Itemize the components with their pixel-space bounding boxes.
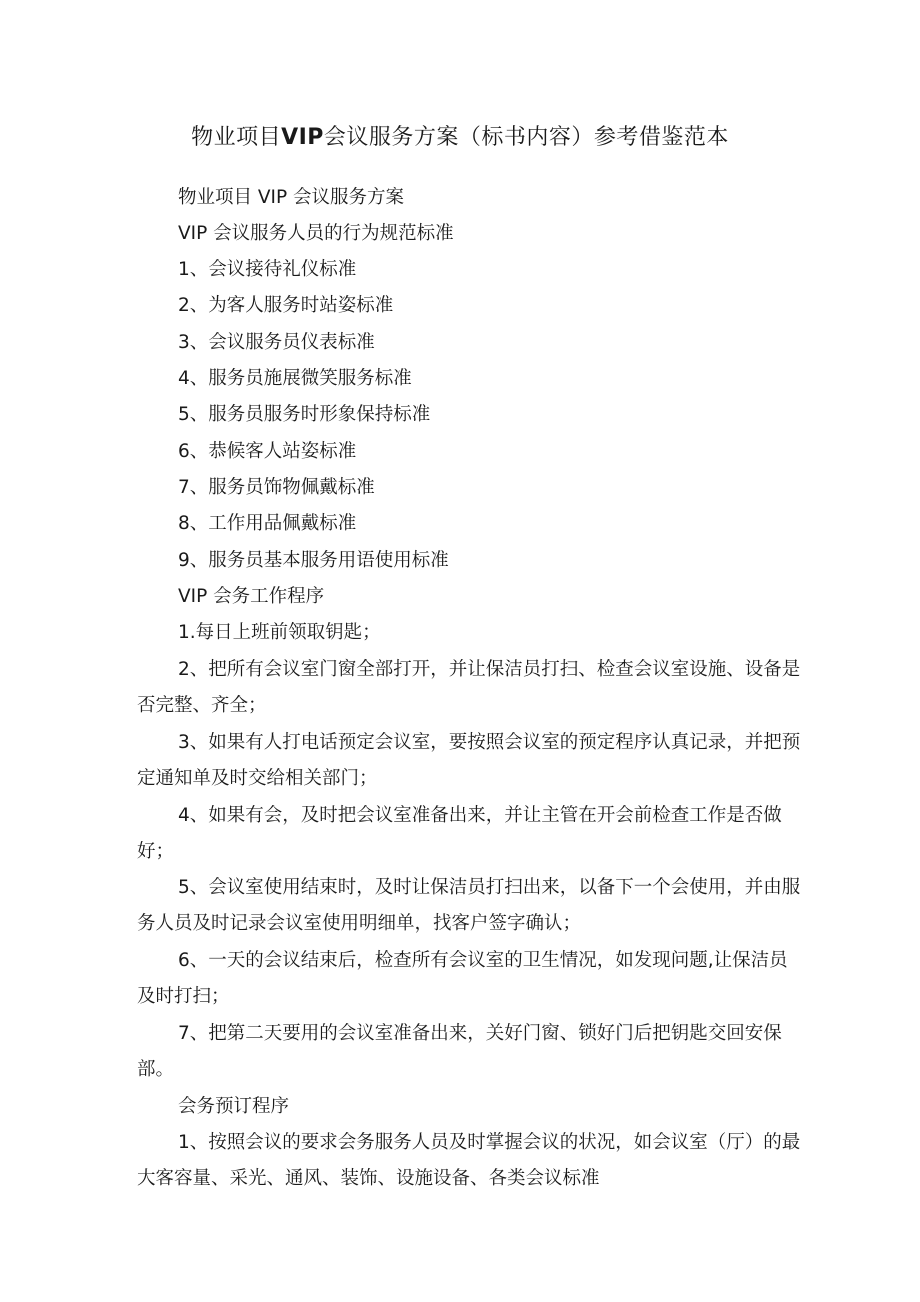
list-item: 5、服务员服务时形象保持标准 xyxy=(178,404,431,425)
procedure-step: 1.每日上班前领取钥匙； xyxy=(178,622,381,643)
title-bold: VIP xyxy=(281,125,324,150)
procedure-step: 3、如果有人打电话预定会议室，要按照会议室的预定程序认真记录，并把预定通知单及时交给相关部门； xyxy=(137,732,801,789)
section-heading-plan: 物业项目 VIP 会议服务方案 xyxy=(178,187,405,208)
list-item: 8、工作用品佩戴标准 xyxy=(178,513,357,534)
list-item: 9、服务员基本服务用语使用标准 xyxy=(178,550,449,571)
procedure-step: 6、一天的会议结束后，检查所有会议室的卫生情况，如发现问题,让保洁员及时打扫； xyxy=(137,950,788,1007)
procedure-step: 7、把第二天要用的会议室准备出来，关好门窗、锁好门后把钥匙交回安保部。 xyxy=(137,1023,782,1080)
title-suffix: 会议服务方案（标书内容）参考借鉴范本 xyxy=(323,125,729,150)
procedure-step: 4、如果有会，及时把会议室准备出来，并让主管在开会前检查工作是否做好； xyxy=(137,805,782,862)
section-heading-booking: 会务预订程序 xyxy=(178,1096,290,1117)
list-item: 7、服务员饰物佩戴标准 xyxy=(178,477,375,498)
list-item: 4、服务员施展微笑服务标准 xyxy=(178,368,412,389)
procedure-step: 2、把所有会议室门窗全部打开，并让保洁员打扫、检查会议室设施、设备是否完整、齐全； xyxy=(137,659,801,716)
section-heading-procedure: VIP 会务工作程序 xyxy=(178,586,325,607)
title-prefix: 物业项目 xyxy=(191,125,282,150)
procedure-step: 5、会议室使用结束时，及时让保洁员打扫出来，以备下一个会使用，并由服务人员及时记录会议室使用明细单，找客户签字确认； xyxy=(137,877,801,934)
list-item: 1、会议接待礼仪标准 xyxy=(178,259,357,280)
booking-step: 1、按照会议的要求会务服务人员及时掌握会议的状况，如会议室（厅）的最大客容量、采光、通风、装饰、设施设备、各类会议标准 xyxy=(137,1132,801,1189)
section-heading-standards: VIP 会议服务人员的行为规范标准 xyxy=(178,223,454,244)
list-item: 6、恭候客人站姿标准 xyxy=(178,441,357,462)
list-item: 2、为客人服务时站姿标准 xyxy=(178,295,394,316)
document-title xyxy=(0,118,920,158)
list-item: 3、会议服务员仪表标准 xyxy=(178,332,375,353)
